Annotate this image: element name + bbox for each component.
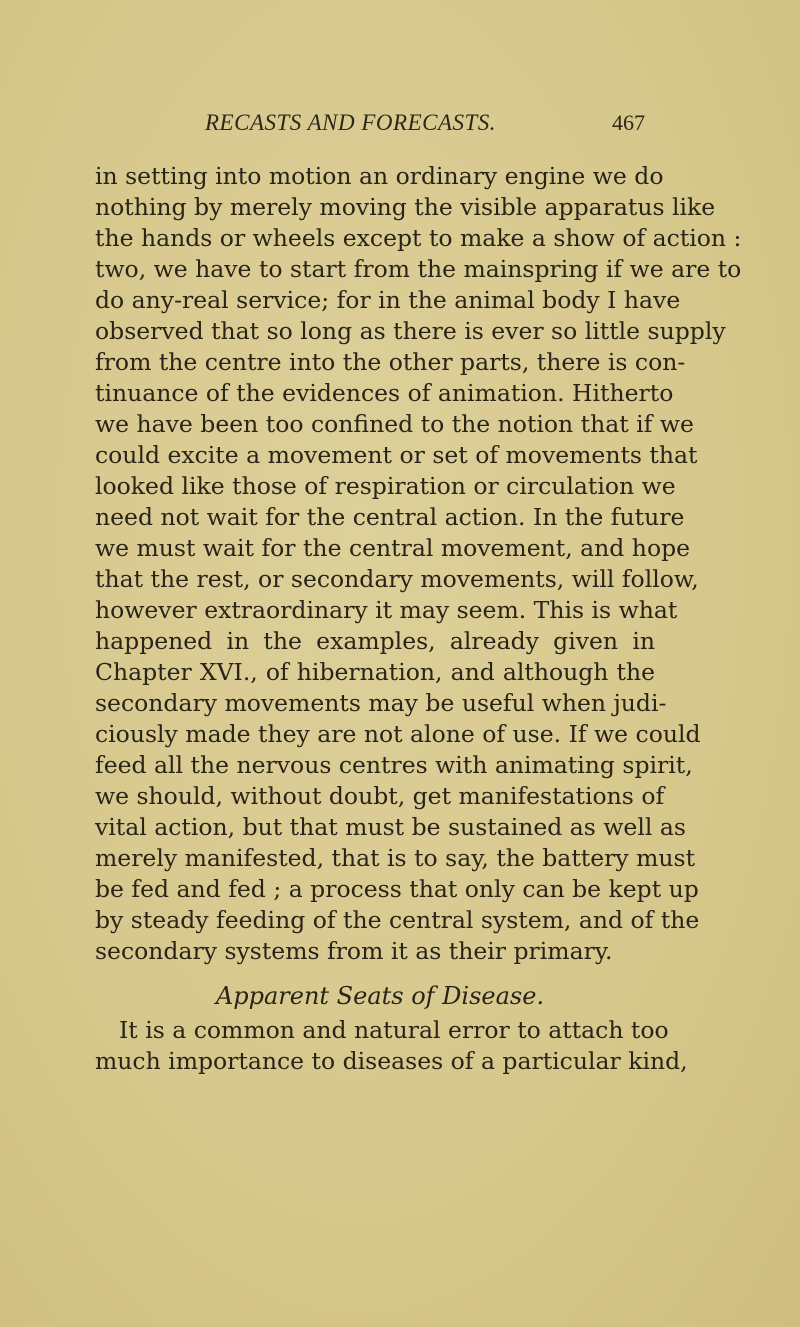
text-line: we have been too confined to the notion that if we <box>95 410 694 438</box>
text-line: need not wait for the central action. In the future <box>95 503 685 531</box>
text-line: could excite a movement or set of movements that <box>95 441 698 469</box>
text-line: observed that so long as there is ever so little supply <box>95 317 726 345</box>
section-heading: Apparent Seats of Disease. <box>215 982 545 1010</box>
text-line: secondary movements may be useful when judi- <box>95 689 667 717</box>
text-line: happened in the examples, already given in <box>95 627 655 655</box>
text-line: we should, without doubt, get manifestations of <box>95 782 665 810</box>
text-line: ciously made they are not alone of use. If we could <box>95 720 701 748</box>
text-line: secondary systems from it as their primary. <box>95 937 613 965</box>
text-line: from the centre into the other parts, there is con- <box>95 348 686 376</box>
text-line: two, we have to start from the mainspring if we are to <box>95 255 742 283</box>
text-line: vital action, but that must be sustained as well as <box>95 813 686 841</box>
text-line: the hands or wheels except to make a show of action : <box>95 224 742 252</box>
running-head-title: RECASTS AND FORECASTS. <box>205 110 497 135</box>
body-text <box>95 161 742 1077</box>
text-line: It is a common and natural error to attach too <box>119 1016 669 1044</box>
text-line: however extraordinary it may seem. This is what <box>95 596 678 624</box>
text-line: looked like those of respiration or circulation we <box>95 472 676 500</box>
text-line: in setting into motion an ordinary engine we do <box>95 162 664 190</box>
text-line: Chapter XVI., of hibernation, and although the <box>95 658 655 686</box>
text-line: feed all the nervous centres with animating spirit, <box>95 751 693 779</box>
text-line: be fed and fed ; a process that only can be kept up <box>95 875 699 903</box>
text-line: much importance to diseases of a particular kind, <box>95 1047 688 1075</box>
text-line: that the rest, or secondary movements, will follow, <box>95 565 699 593</box>
text-line: merely manifested, that is to say, the battery must <box>95 844 696 872</box>
text-line: tinuance of the evidences of animation. Hitherto <box>95 379 674 407</box>
text-line: nothing by merely moving the visible apparatus like <box>95 193 716 221</box>
page-number: 467 <box>612 110 645 135</box>
text-line: we must wait for the central movement, and hope <box>95 534 691 562</box>
text-line: do any-real service; for in the animal body I have <box>95 286 681 314</box>
text-line: by steady feeding of the central system, and of the <box>95 906 700 934</box>
